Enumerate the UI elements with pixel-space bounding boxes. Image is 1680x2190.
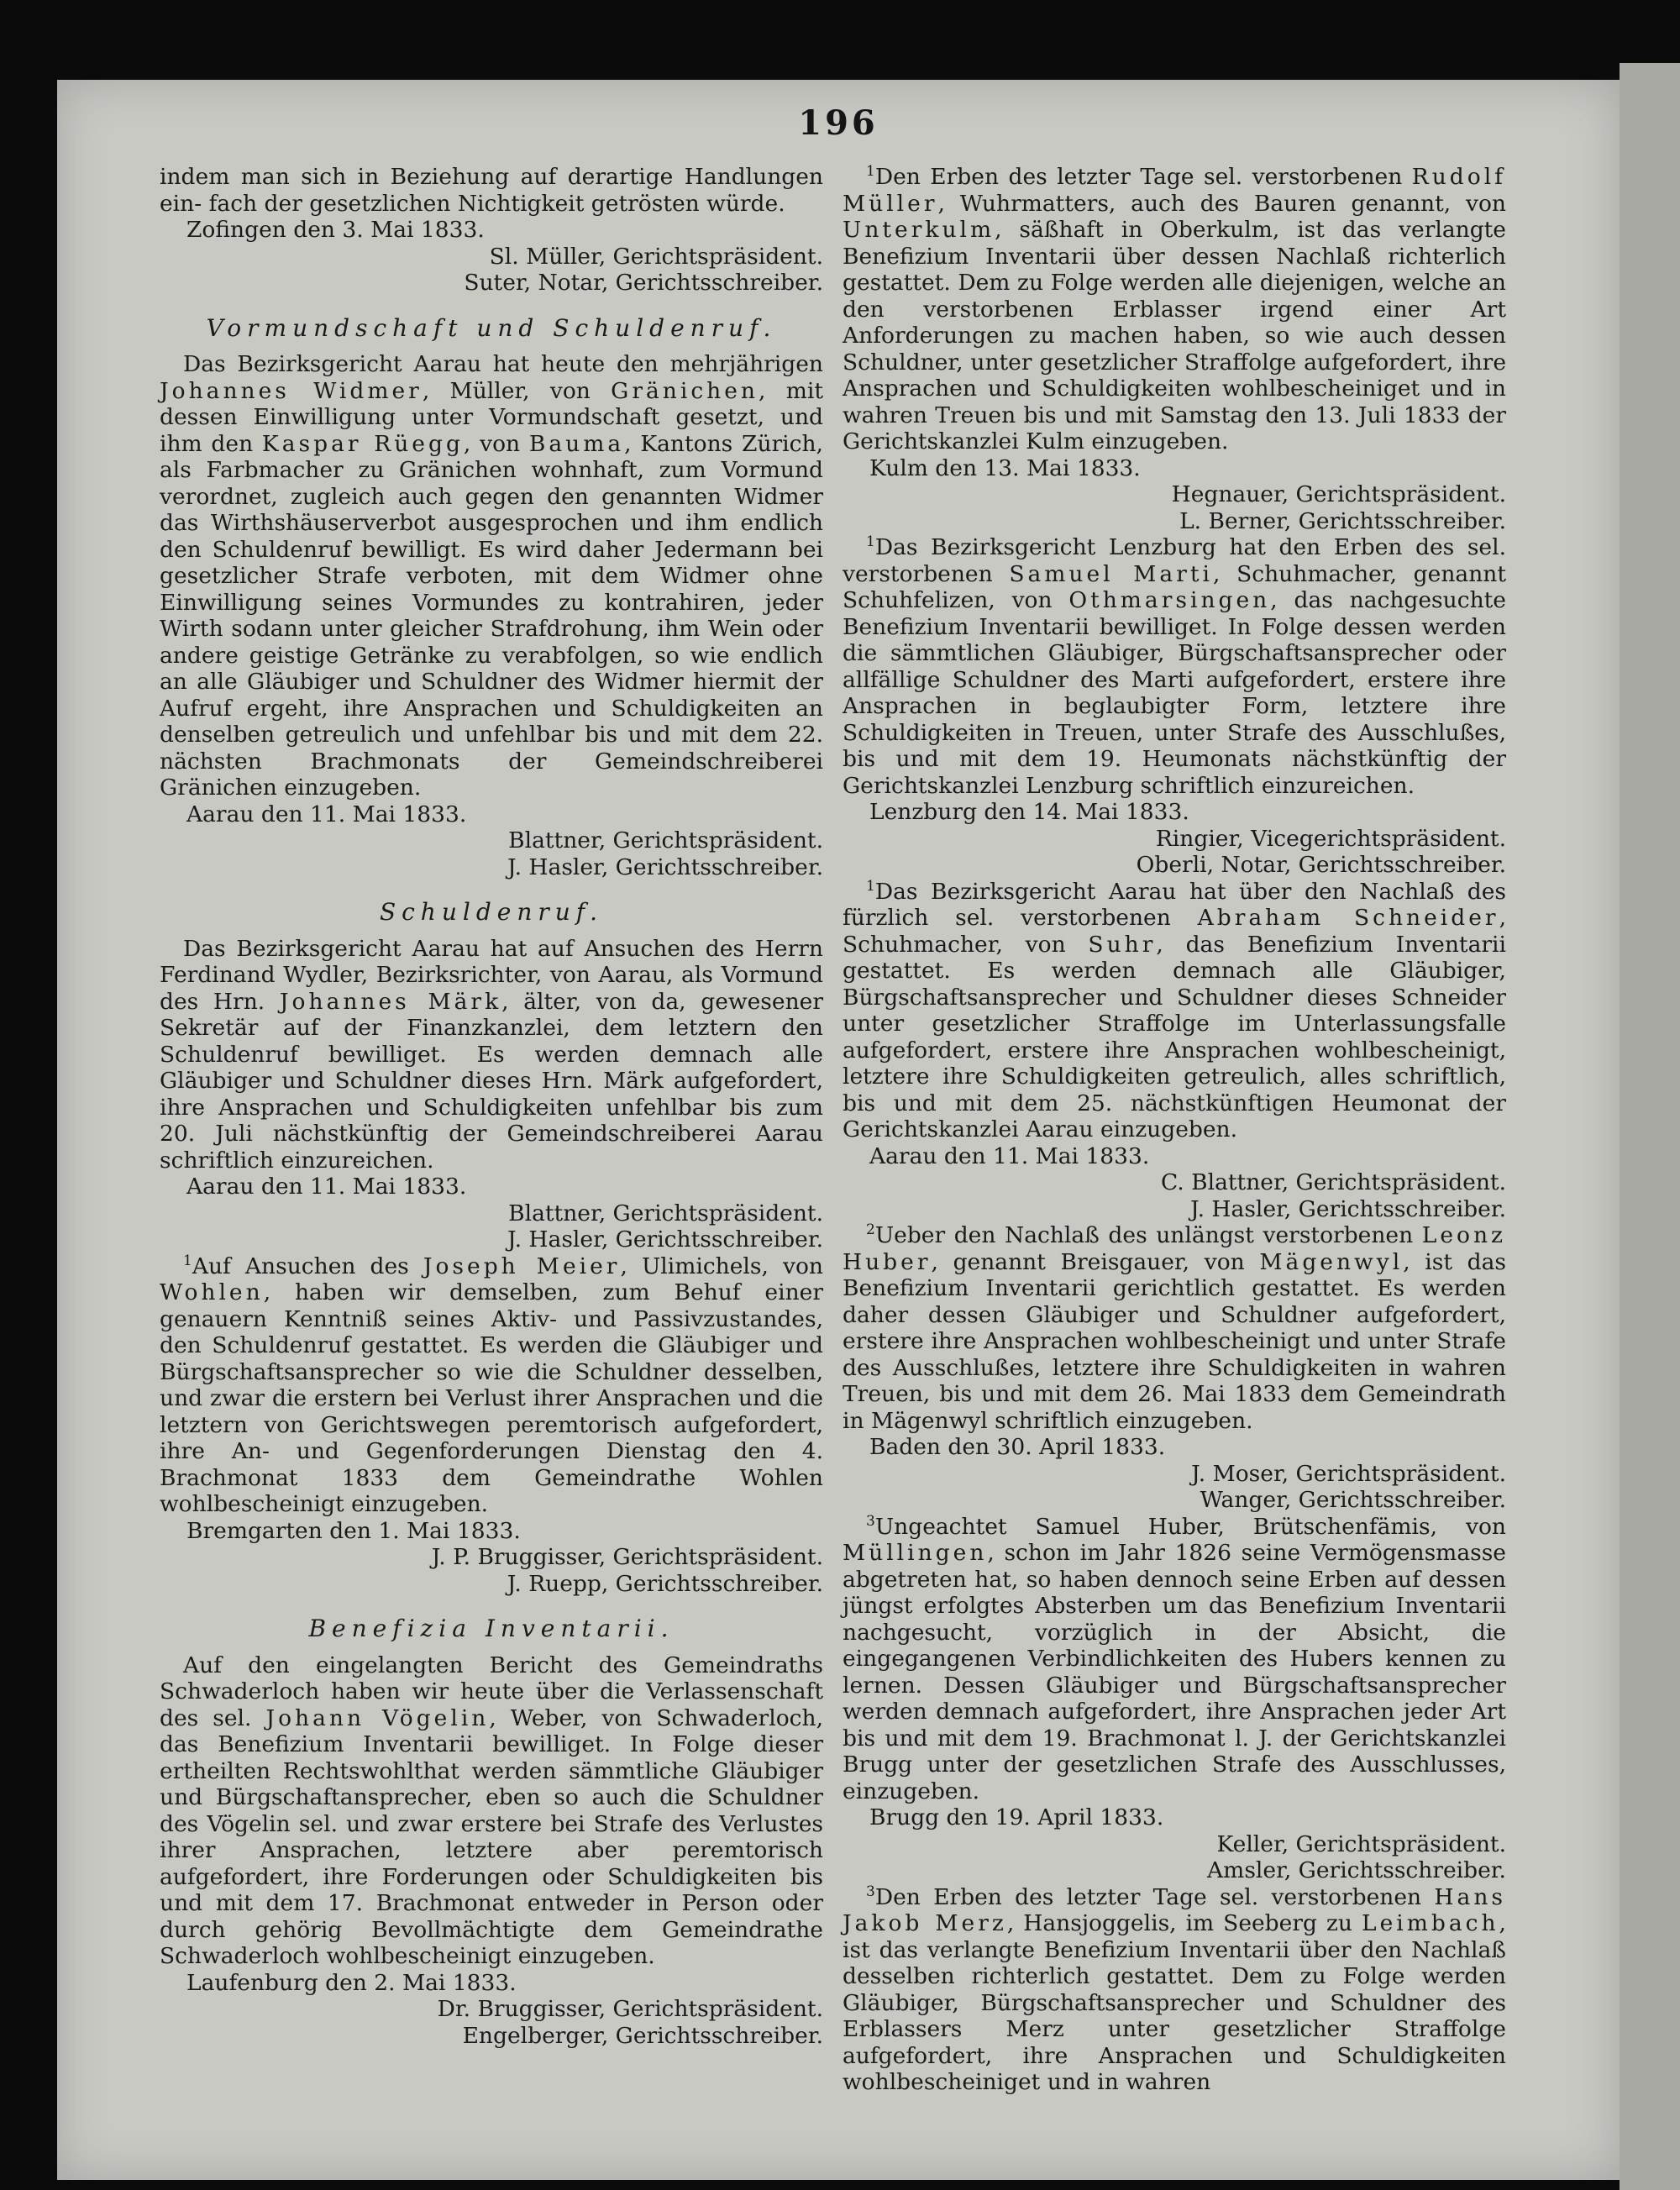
right-column	[843, 164, 1506, 2096]
notice-schneider	[843, 879, 1506, 1223]
notice-place-date: Brugg den 19. April 1833.	[869, 1804, 1164, 1830]
notice-signature: Hegnauer, Gerichtspräsident.	[1171, 481, 1506, 507]
person-name: Johannes Widmer	[160, 377, 423, 404]
notice-widmer	[160, 351, 823, 880]
insertion-mark: 1	[866, 163, 875, 181]
notice-signature: C. Blattner, Gerichtspräsident.	[1160, 1169, 1506, 1195]
notice-mueller	[843, 164, 1506, 534]
notice-place-date: Zofingen den 3. Mai 1833.	[186, 217, 485, 243]
notice-place-date: Bremgarten den 1. Mai 1833.	[186, 1517, 521, 1544]
notice-signature: Blattner, Gerichtspräsident.	[508, 827, 823, 853]
person-name: Samuel Marti	[1009, 560, 1214, 587]
place-name: Wohlen	[160, 1279, 264, 1305]
person-name: Kaspar Rüegg	[261, 430, 464, 457]
notice-huber-leonz	[843, 1222, 1506, 1514]
person-name: Rudolf Müller	[843, 164, 1506, 217]
notice-voegelin	[160, 1652, 823, 2050]
section-heading-schuldenruf: Schuldenruf.	[379, 898, 604, 926]
insertion-mark: 1	[183, 1252, 192, 1269]
notice-body: $^1$Das Bezirksgericht Lenzburg hat den Erben des sel. verstorbenen Samuel Marti, Schuhmacher, genannt Schuhfelizen, von Othmarsingen, das nachgesuchte Benefizium Inventarii bewilliget. In Folge dessen werden die sämmtlichen Gläubiger, Bürgschaftsansprecher oder allfällige Schuldner des Marti aufgefordert, erstere ihre Ansprachen in beglaubigter Form, letztere ihre Schuldigkeiten in Treuen, unter Strafe des Ausschlußes, bis und mit dem 19. Heumonats nächstkünftig der Gerichtskanzlei Lenzburg schriftlich einzureichen.	[843, 533, 1506, 799]
notice-body: $^3$Den Erben des letzter Tage sel. verstorbenen Hans Jakob Merz, Hansjoggelis, im Seeberg zu Leimbach, ist das verlangte Benefizium Inventarii über den Nachlaß desselben richterlich gestattet. Dem zu Folge werden Gläubiger, Bürgschaftsansprecher und Schuldner des Erblassers Merz unter gesetzlicher Straffolge aufgefordert, ihre Ansprachen und Schuldigkeiten wohlbescheiniget und in wahren	[843, 1883, 1506, 2095]
notice-signature: J. Ruepp, Gerichtsschreiber.	[507, 1570, 823, 1597]
place-name: Gränichen	[611, 377, 759, 404]
next-page-edge	[1620, 63, 1680, 2190]
notice-signature: Amsler, Gerichtsschreiber.	[1207, 1857, 1506, 1883]
notice-body: $^1$Auf Ansuchen des Joseph Meier, Ulimichels, von Wohlen, haben wir demselben, zum Behuf einer genauern Kenntniß seines Aktiv- und Passivzustandes, den Schuldenruf gestattet. Es werden die Gläubiger und Bürgschaftsansprecher so wie die Schuldner desselben, und zwar die erstern bei Verlust ihrer Ansprachen und die letztern von Gerichtswegen peremtorisch aufgefordert, ihre An- und Gegenforderungen Dienstag den 4. Brachmonat 1833 dem Gemeindrathe Wohlen wohlbescheinigt einzugeben.	[160, 1252, 823, 1517]
insertion-mark: 2	[866, 1221, 875, 1239]
section-heading-benefizia: Benefizia Inventarii.	[308, 1615, 675, 1642]
notice-signature: Wanger, Gerichtsschreiber.	[1200, 1487, 1506, 1513]
notice-body: Auf den eingelangten Bericht des Gemeindraths Schwaderloch haben wir heute über die Verlassenschaft des sel. Johann Vögelin, Weber, von Schwaderloch, das Benefizium Inventarii bewilliget. In Folge dieser ertheilten Rechtswohlthat werden sämmtliche Gläubiger und Bürgschaftansprecher, eben so auch die Schuldner des Vögelin sel. und zwar erstere bei Strafe des Verlustes ihrer Ansprachen, letztere aber peremtorisch aufgefordert, ihre Forderungen oder Schuldigkeiten bis und mit dem 17. Brachmonat entweder in Person oder durch gehörig Bevollmächtigte dem Gemeindrathe Schwaderloch wohlbescheinigt einzugeben.	[160, 1652, 823, 1969]
person-name: Leonz Huber	[843, 1222, 1506, 1275]
newspaper-page	[57, 80, 1620, 2180]
notice-signature: J. Hasler, Gerichtsschreiber.	[1190, 1195, 1506, 1222]
notice-zofingen-end	[160, 164, 823, 297]
notice-signature: Ringier, Vicegerichtspräsident.	[1155, 825, 1506, 852]
notice-signature: Suter, Notar, Gerichtsschreiber.	[464, 270, 823, 296]
insertion-mark: 3	[866, 1883, 875, 1900]
notice-signature: Keller, Gerichtspräsident.	[1216, 1830, 1506, 1857]
insertion-mark: 1	[866, 533, 875, 551]
person-name: Abraham Schneider	[1197, 905, 1499, 931]
notice-body: $^1$Das Bezirksgericht Aarau hat über den Nachlaß des fürzlich sel. verstorbenen Abraham Schneider, Schuhmacher, von Suhr, das Benefizium Inventarii gestattet. Es werden demnach alle Gläubiger, Bürgschaftsansprecher und Schuldner dieses Schneider unter gesetzlicher Straffolge im Unterlassungsfalle aufgefordert, erstere ihre Ansprachen wohlbescheinigt, letztere ihre Schuldigkeiten getreulich, alles schriftlich, bis und mit dem 25. nächstkünftigen Heumonat der Gerichtskanzlei Aarau einzugeben.	[843, 877, 1506, 1142]
insertion-mark: 1	[866, 877, 875, 895]
notice-place-date: Aarau den 11. Mai 1833.	[869, 1142, 1150, 1169]
place-name: Unterkulm	[843, 217, 995, 243]
notice-body: $^1$Den Erben des letzter Tage sel. verstorbenen Rudolf Müller, Wuhrmatters, auch des Bauren genannt, von Unterkulm, säßhaft in Oberkulm, ist das verlangte Benefizium Inventarii über dessen Nachlaß richterlich gestattet. Dem zu Folge werden alle diejenigen, welche an den verstorbenen Erblasser irgend einer Art Anforderungen zu machen haben, so wie auch dessen Schuldner, unter gesetzlicher Straffolge aufgefordert, ihre Ansprachen und Schuldigkeiten wohlbescheiniget und in wahren Treuen bis und mit Samstag den 13. Juli 1833 der Gerichtskanzlei Kulm einzugeben.	[843, 163, 1506, 454]
notice-marti	[843, 534, 1506, 879]
notice-place-date: Baden den 30. April 1833.	[869, 1434, 1166, 1460]
notice-signature: J. Hasler, Gerichtsschreiber.	[507, 853, 823, 880]
notice-signature: Sl. Müller, Gerichtspräsident.	[489, 243, 823, 270]
place-name: Mägenwyl	[1259, 1248, 1404, 1275]
notice-place-date: Aarau den 11. Mai 1833.	[186, 801, 467, 827]
notice-signature: Blattner, Gerichtspräsident.	[508, 1200, 823, 1226]
notice-signature: Engelberger, Gerichtsschreiber.	[462, 2022, 823, 2049]
person-name: Johannes Märk	[279, 988, 502, 1015]
notice-place-date: Kulm den 13. Mai 1833.	[869, 454, 1141, 481]
notice-merz	[843, 1884, 1506, 2096]
notice-body: Das Bezirksgericht Aarau hat auf Ansuchen des Herrn Ferdinand Wydler, Bezirksrichter, von Aarau, als Vormund des Hrn. Johannes Märk, älter, von da, gewesener Sekretär auf der Finanzkanzlei, dem letztern den Schuldenruf bewilliget. Es werden demnach alle Gläubiger und Schuldner dieses Hrn. Märk aufgefordert, ihre Ansprachen und Schuldigkeiten unfehlbar bis zum 20. Juli nächstkünftig der Gemeindschreiberei Aarau schriftlich einzureichen.	[160, 935, 824, 1174]
notice-place-date: Laufenburg den 2. Mai 1833.	[186, 1969, 517, 1996]
notice-place-date: Aarau den 11. Mai 1833.	[186, 1174, 467, 1200]
place-name: Bauma	[528, 430, 625, 457]
notice-signature: Oberli, Notar, Gerichtsschreiber.	[1136, 852, 1506, 878]
notice-signature: Dr. Bruggisser, Gerichtspräsident.	[437, 1996, 823, 2022]
place-name: Leimbach	[1361, 1910, 1499, 1936]
place-name: Suhr	[1088, 931, 1157, 958]
notice-body: $^2$Ueber den Nachlaß des unlängst verstorbenen Leonz Huber, genannt Breisgauer, von Mägenwyl, ist das Benefizium Inventarii gerichtlich gestattet. Es werden daher dessen Gläubiger und Schuldner aufgefordert, erstere ihre Ansprachen wohlbescheinigt und unter Strafe des Ausschlußes, letztere ihre Schuldigkeiten in wahren Treuen, bis und mit dem 26. Mai 1833 dem Gemeindrath in Mägenwyl schriftlich einzugeben.	[843, 1221, 1506, 1434]
section-heading-vormundschaft: Vormundschaft und Schuldenruf.	[206, 313, 777, 342]
notice-signature: J. P. Bruggisser, Gerichtspräsident.	[431, 1544, 823, 1570]
place-name: Othmarsingen	[1068, 587, 1271, 613]
page-number: 196	[798, 103, 879, 143]
notice-signature: J. Hasler, Gerichtsschreiber.	[507, 1226, 823, 1253]
place-name: Müllingen	[843, 1540, 988, 1566]
person-name: Hans Jakob Merz	[843, 1883, 1506, 1936]
notice-maerk	[160, 936, 823, 1253]
notice-body: Das Bezirksgericht Aarau hat heute den mehrjährigen Johannes Widmer, Müller, von Gränichen, mit dessen Einwilligung unter Vormundschaft gesetzt, und ihm den Kaspar Rüegg, von Bauma, Kantons Zürich, als Farbmacher zu Gränichen wohnhaft, zum Vormund verordnet, zugleich auch gegen den genannten Widmer das Wirthshäuserverbot ausgesprochen und ihm endlich den Schuldenruf bewilligt. Es wird daher Jedermann bei gesetzlicher Strafe verboten, mit dem Widmer ohne Einwilligung seines Vormundes zu kontrahiren, jeder Wirth sodann unter gleicher Strafdrohung, ihm Wein oder andere geistige Getränke zu verabfolgen, so wie endlich an alle Gläubiger und Schuldner des Widmer hiermit der Aufruf ergeht, ihre Ansprachen und Schuldigkeiten an denselben getreulich und unfehlbar bis und mit dem 22. nächsten Brachmonats der Gemeindschreiberei Gränichen einzugeben.	[160, 351, 823, 801]
notice-body: indem man sich in Beziehung auf derartige Handlungen ein- fach der gesetzlichen Nichtigkeit getrösten würde.	[160, 164, 823, 217]
person-name: Johann Vögelin	[265, 1704, 490, 1731]
insertion-mark: 3	[866, 1512, 875, 1530]
notice-signature: J. Moser, Gerichtspräsident.	[1191, 1460, 1506, 1487]
left-column	[160, 164, 823, 2049]
notice-huber-samuel	[843, 1514, 1506, 1884]
person-name: Joseph Meier	[423, 1253, 621, 1279]
notice-meier	[160, 1253, 823, 1598]
notice-body: $^3$Ungeachtet Samuel Huber, Brütschenfämis, von Müllingen, schon im Jahr 1826 seine Vermögensmasse abgetreten hat, so haben dennoch seine Erben auf dessen jüngst erfolgtes Absterben um das Benefizium Inventarii nachgesucht, vorzüglich in der Absicht, die eingegangenen Verbindlichkeiten des Hubers kennen zu lernen. Dessen Gläubiger und Bürgschaftsansprecher werden demnach aufgefordert, ihre Ansprachen jeder Art bis und mit dem 19. Brachmonat l. J. der Gerichtskanzlei Brugg unter der gesetzlichen Strafe des Ausschlusses, einzugeben.	[843, 1512, 1506, 1804]
notice-signature: L. Berner, Gerichtsschreiber.	[1179, 507, 1506, 534]
notice-place-date: Lenzburg den 14. Mai 1833.	[869, 799, 1189, 825]
